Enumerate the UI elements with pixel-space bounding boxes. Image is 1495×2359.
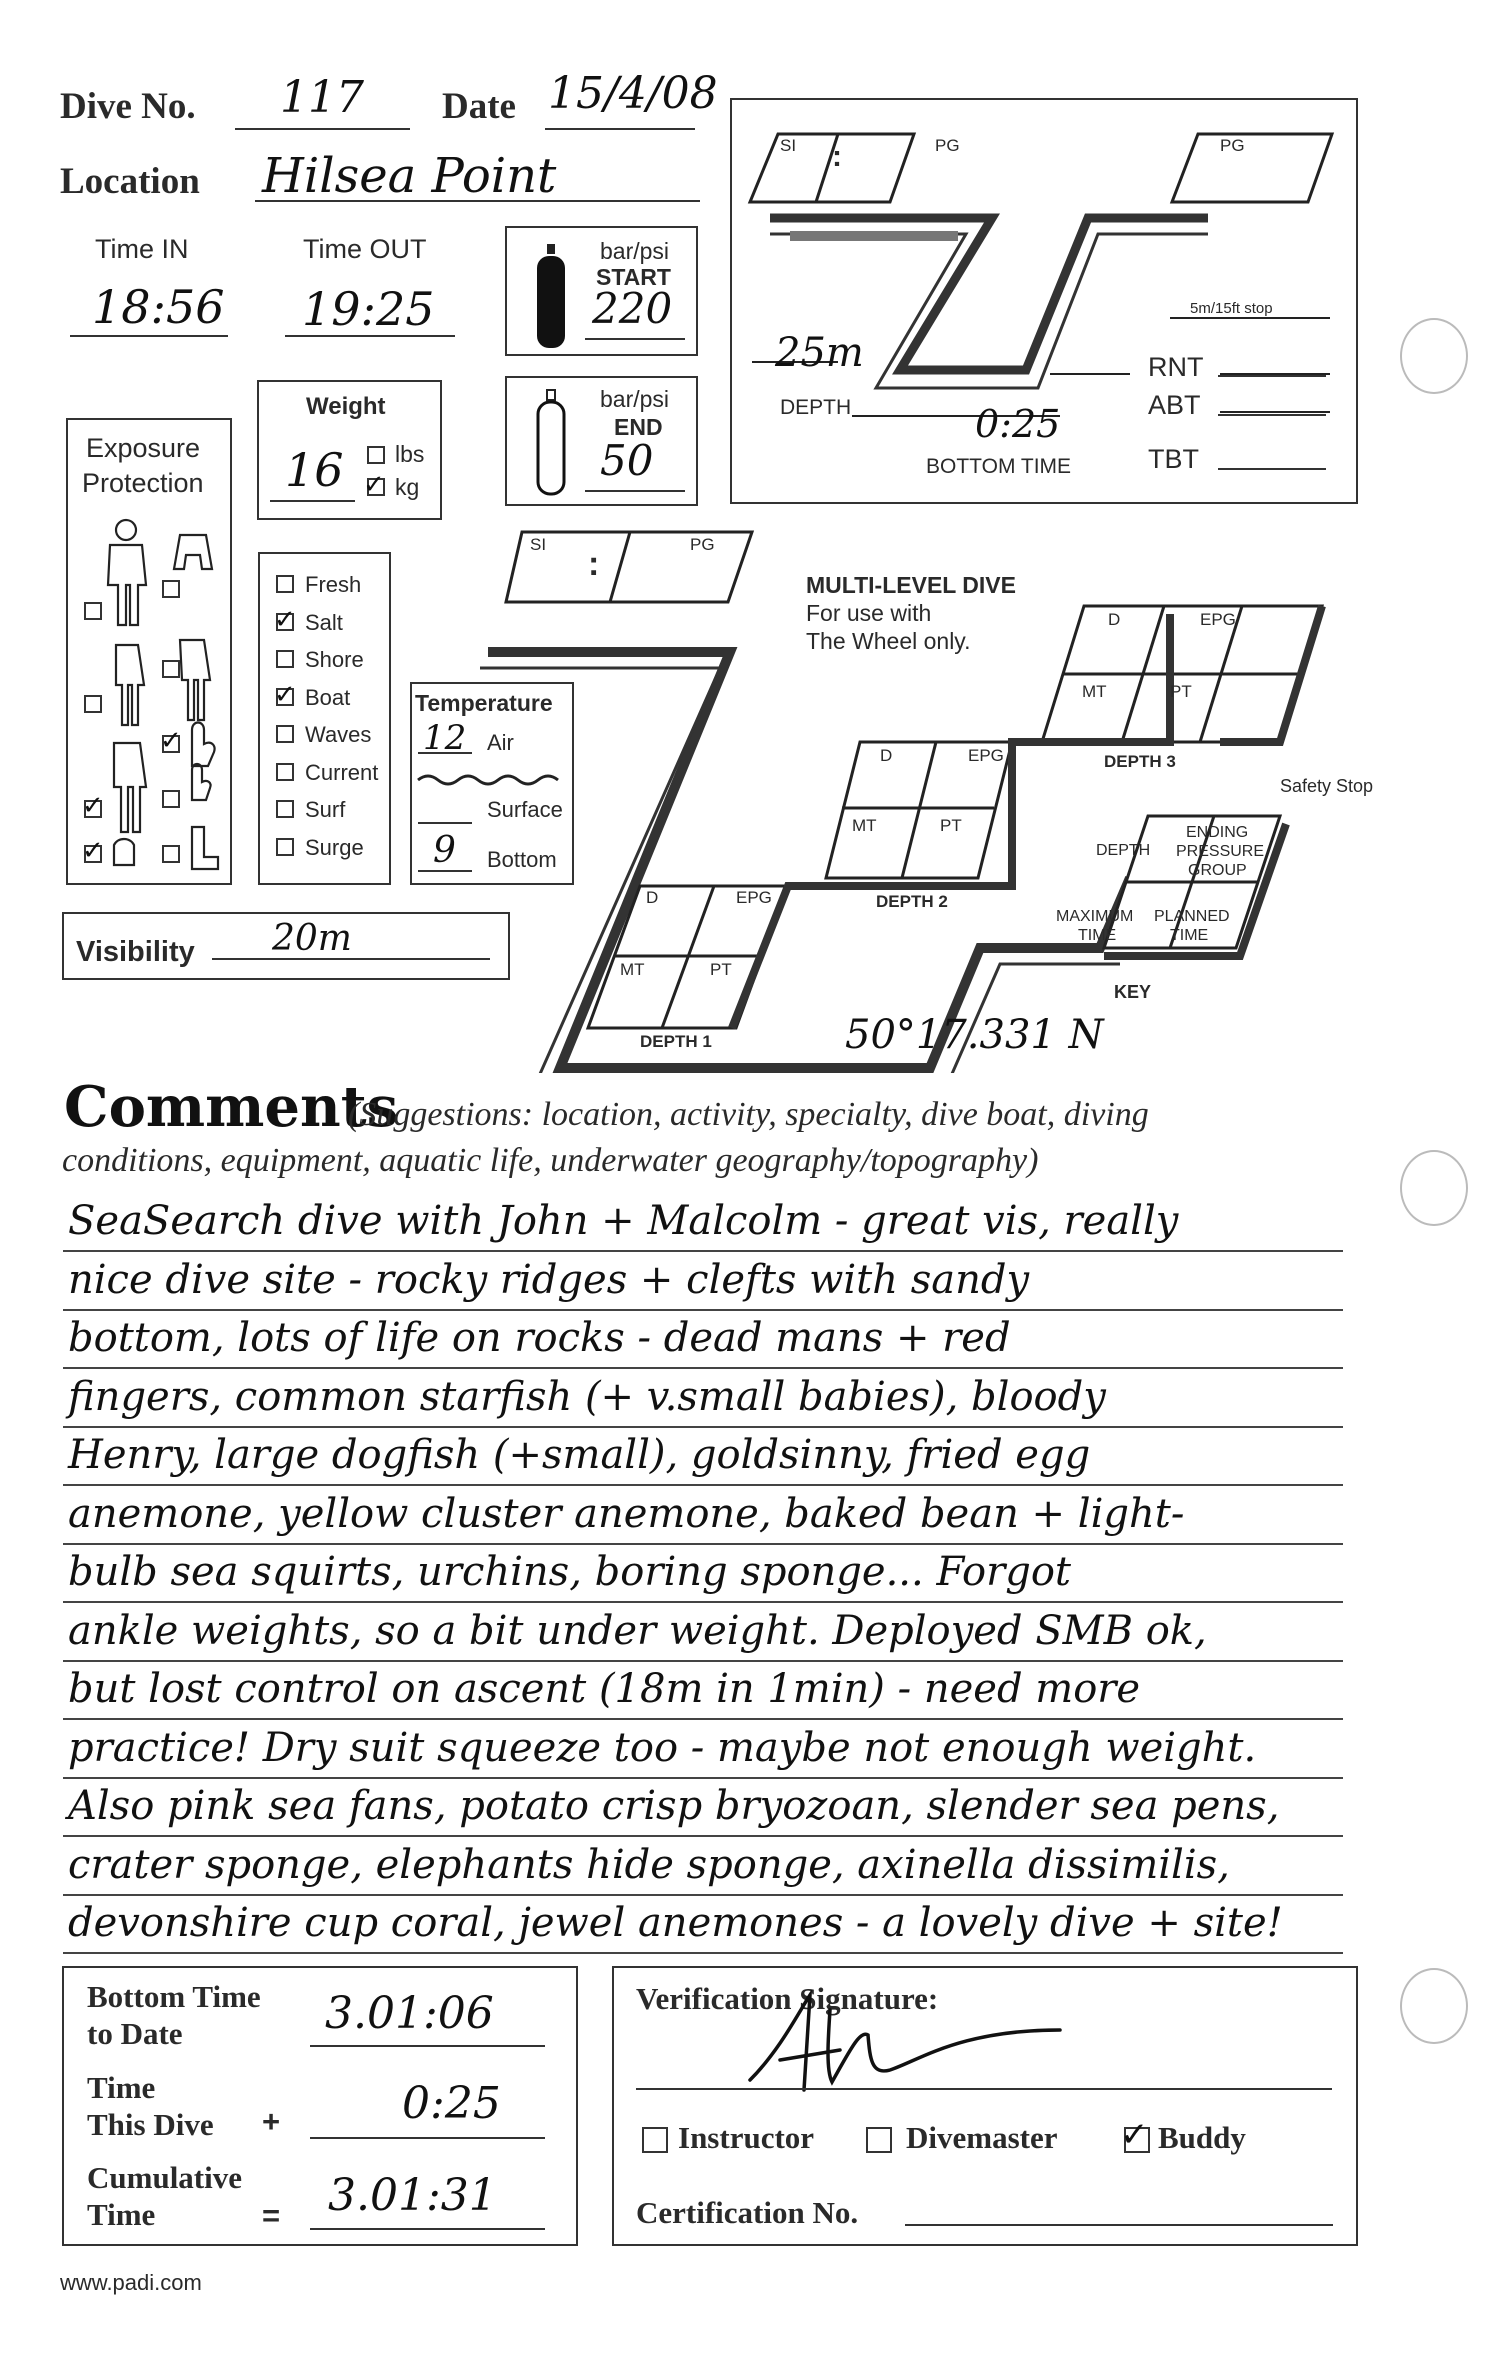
comment-rule [63,1777,1343,1779]
profile-bottom-time-value[interactable]: 0:25 [975,402,1061,446]
ml-key-pt-2: TIME [1170,927,1209,944]
profile-stop-label: 5m/15ft stop [1190,300,1273,317]
time-in-value[interactable]: 18:56 [92,280,225,334]
comment-line: fingers, common starfish (+ v.small babies), bloody [68,1373,1106,1420]
time-out-value[interactable]: 19:25 [302,282,435,336]
this-dive-label-1: Time [87,2070,156,2105]
comment-line: ankle weights, so a bit under weight. Deployed SMB ok, [68,1607,1207,1654]
tbt-line [1218,468,1326,470]
air-temp-label: Air [487,730,514,755]
comment-rule [63,1660,1343,1662]
ml-si-label: SI [530,535,547,554]
ml-d2-epg: EPG [968,746,1004,765]
comment-line: SeaSearch dive with John + Malcolm - great vis, really [68,1198,1179,1244]
bottom-time-label-1: Bottom Time [87,1979,261,2014]
condition-label: Salt [305,609,343,635]
condition-label: Current [305,759,379,785]
bottom-time-to-date[interactable]: 3.01:06 [325,1988,494,2039]
tank-icon-empty [533,388,569,500]
bottom-temp-value[interactable]: 9 [433,830,456,871]
time-out-label: Time OUT [303,234,427,264]
buddy-label: Buddy [1158,2120,1246,2155]
comment-rule [63,1835,1343,1837]
comment-line: anemone, yellow cluster anemone, baked bean + light- [68,1490,1185,1537]
ml-d3-d: D [1108,610,1121,629]
condition-checkbox-shore[interactable] [276,650,294,668]
profile-depth-value[interactable]: 25m [775,330,864,376]
divemaster-label: Divemaster [906,2120,1058,2155]
condition-label: Surge [305,834,364,860]
comment-rule [63,1601,1343,1603]
ml-key-epg-1: ENDING [1186,824,1249,841]
ml-d2-d: D [880,746,893,765]
profile-si-label: SI [780,136,797,155]
condition-label: Surf [305,797,346,822]
ml-d1-pt: PT [710,960,732,979]
lbs-label: lbs [395,441,425,467]
kg-checkmark: ✓ [363,470,385,500]
surface-temp-line [418,822,472,824]
exposure-label-2: Protection [82,468,204,498]
exposure-checkbox-1[interactable] [84,602,102,620]
date-value[interactable]: 15/4/08 [548,68,718,119]
rnt-line [1218,375,1326,377]
divemaster-checkbox[interactable] [866,2127,892,2153]
weight-label: Weight [306,393,386,420]
bottom-temp-label: Bottom [487,847,557,872]
footer-url[interactable]: www.padi.com [60,2270,202,2295]
cumulative-line [310,2228,545,2230]
condition-checkbox-waves[interactable] [276,725,294,743]
time-in-label: Time IN [95,234,189,264]
ml-d1-mt: MT [620,960,645,979]
condition-label: Waves [305,722,372,747]
ml-d2-mt: MT [852,816,877,835]
cumulative-label-2: Time [87,2197,156,2232]
ml-subtitle-2: The Wheel only. [806,628,971,654]
verification-signature-label: Verification Signature: [636,1981,939,2016]
ml-key-mt-2: TIME [1078,927,1117,944]
instructor-label: Instructor [678,2120,815,2155]
comments-heading: Comments [64,1074,399,1140]
condition-checkbox-surf[interactable] [276,800,294,818]
temperature-label: Temperature [415,690,553,716]
exposure-checkbox-3[interactable] [84,695,102,713]
weight-value[interactable]: 16 [285,443,344,497]
bottom-time-line [310,2045,545,2047]
certification-label: Certification No. [636,2195,859,2230]
kg-label: kg [395,474,420,500]
exposure-check-5: ✓ [160,726,182,756]
ml-d3-epg: EPG [1200,610,1236,629]
exposure-checkbox-2[interactable] [162,580,180,598]
comment-rule [63,1718,1343,1720]
comment-line: bulb sea squirts, urchins, boring sponge... Forgot [68,1549,1071,1595]
this-dive-line [310,2137,545,2139]
date-line [545,128,695,130]
comment-line: Also pink sea fans, potato crisp bryozoan, slender sea pens, [68,1783,1280,1829]
comment-rule [63,1952,1343,1954]
air-temp-value[interactable]: 12 [423,718,467,758]
ml-pg-label: PG [690,535,715,554]
abt-line [1218,414,1326,416]
exposure-checkbox-4[interactable] [162,660,180,678]
certification-line [905,2224,1333,2226]
air-temp-line [418,752,472,754]
comment-rule [63,1309,1343,1311]
tank-start-line [585,338,685,340]
comment-line: devonshire cup coral, jewel anemones - a lovely dive + site! [68,1900,1283,1946]
ml-d3-pt: PT [1170,682,1192,701]
comments-suggestions-1: (Suggestions: location, activity, specialty, dive boat, diving [348,1096,1149,1133]
abt-label: ABT [1148,390,1201,420]
exposure-checkbox-9[interactable] [162,845,180,863]
ml-key-mt-1: MAXIMUM [1056,908,1134,925]
ml-d3-mt: MT [1082,682,1107,701]
tank-end-value[interactable]: 50 [600,436,654,485]
ml-depth3-label: DEPTH 3 [1104,752,1176,771]
instructor-checkbox[interactable] [642,2127,668,2153]
ml-key-label: KEY [1114,982,1152,1002]
ml-key-epg-2: PRESSURE [1176,843,1265,860]
ml-safety-stop-label: Safety Stop [1280,776,1374,796]
ml-subtitle-1: For use with [806,600,932,626]
comment-line: Henry, large dogfish (+small), goldsinny, fried egg [68,1432,1091,1478]
surface-temp-label: Surface [487,797,563,822]
tbt-label: TBT [1148,444,1199,474]
weight-line [270,500,355,502]
ml-colon: : [588,545,600,583]
dive-no-line [235,128,410,130]
tank-end-unit: bar/psi [600,386,670,412]
condition-label: Fresh [305,572,362,597]
dive-no-label: Dive No. [60,86,196,127]
tank-icon-full [533,242,569,350]
ml-depth1-label: DEPTH 1 [640,1032,712,1051]
tank-end-line [585,490,685,492]
condition-checkbox-fresh[interactable] [276,575,294,593]
binder-hole-top [1400,318,1468,394]
binder-hole-bottom [1400,1968,1468,2044]
profile-pg-label-2: PG [1220,136,1245,155]
visibility-value[interactable]: 20m [272,918,352,959]
plus-sign: + [262,2104,281,2139]
profile-depth-label: DEPTH [780,396,852,419]
condition-label: Boat [305,684,351,710]
condition-label: Shore [305,647,364,672]
comment-line: nice dive site - rocky ridges + clefts with sandy [68,1256,1030,1303]
ml-depth2-label: DEPTH 2 [876,892,948,911]
visibility-line [212,958,490,960]
comment-rule [63,1426,1343,1428]
tank-end-label: END [614,414,663,440]
bottom-temp-line [418,870,472,872]
equals-sign: = [262,2198,281,2233]
condition-check-boat: ✓ [274,679,296,710]
bottom-time-label-2: to Date [87,2016,183,2051]
ml-key-epg-3: GROUP [1188,862,1247,879]
exposure-label-1: Exposure [86,433,201,463]
lbs-checkbox[interactable] [367,446,385,464]
rnt-label: RNT [1148,352,1204,382]
signature-line [636,2088,1332,2090]
comments-suggestions-2: conditions, equipment, aquatic life, underwater geography/topography) [62,1142,1039,1179]
tank-start-unit: bar/psi [600,238,670,264]
buddy-checkmark: ✓ [1120,2115,1149,2155]
time-in-line [70,335,228,337]
this-dive-time[interactable]: 0:25 [402,2078,501,2129]
binder-hole-middle [1400,1150,1468,1226]
location-value[interactable]: Hilsea Point [262,148,557,204]
profile-bottom-time-label: BOTTOM TIME [926,455,1072,478]
comment-rule [63,1250,1343,1252]
comment-line: practice! Dry suit squeeze too - maybe not enough weight. [68,1724,1257,1771]
ml-d1-epg: EPG [736,888,772,907]
profile-pg-label-1: PG [935,136,960,155]
ml-d2-pt: PT [940,816,962,835]
ml-title: MULTI-LEVEL DIVE [806,572,1016,598]
exposure-check-8: ✓ [82,836,104,866]
signature-drawing [720,1990,1080,2100]
date-label: Date [442,86,516,127]
comment-line: crater sponge, elephants hide sponge, axinella dissimilis, [68,1841,1230,1888]
tank-start-value[interactable]: 220 [592,284,673,333]
cumulative-label-1: Cumulative [87,2160,242,2195]
ml-key-pt-1: PLANNED [1154,908,1230,925]
comment-rule [63,1367,1343,1369]
comment-rule [63,1543,1343,1545]
ml-key-depth: DEPTH [1096,842,1151,859]
location-label: Location [60,161,200,202]
this-dive-label-2: This Dive [87,2107,214,2142]
ml-d1-d: D [646,888,659,907]
dive-no-value[interactable]: 117 [280,72,364,123]
exposure-check-6: ✓ [82,791,104,821]
time-out-line [285,335,455,337]
exposure-suit-icons [80,515,230,880]
cumulative-time[interactable]: 3.01:31 [328,2170,497,2221]
profile-colon: : [832,140,842,173]
condition-checkbox-surge[interactable] [276,838,294,856]
tank-start-label: START [596,264,671,290]
comment-rule [63,1894,1343,1896]
condition-check-salt: ✓ [274,604,296,635]
comment-line: bottom, lots of life on rocks - dead mans + red [68,1315,1011,1361]
gps-note: 50°17.331 N [845,1012,1104,1058]
comment-rule [63,1484,1343,1486]
exposure-checkbox-7[interactable] [162,790,180,808]
condition-checkbox-current[interactable] [276,763,294,781]
visibility-label: Visibility [76,936,195,968]
comment-line: but lost control on ascent (18m in 1min) - need more [68,1666,1141,1712]
